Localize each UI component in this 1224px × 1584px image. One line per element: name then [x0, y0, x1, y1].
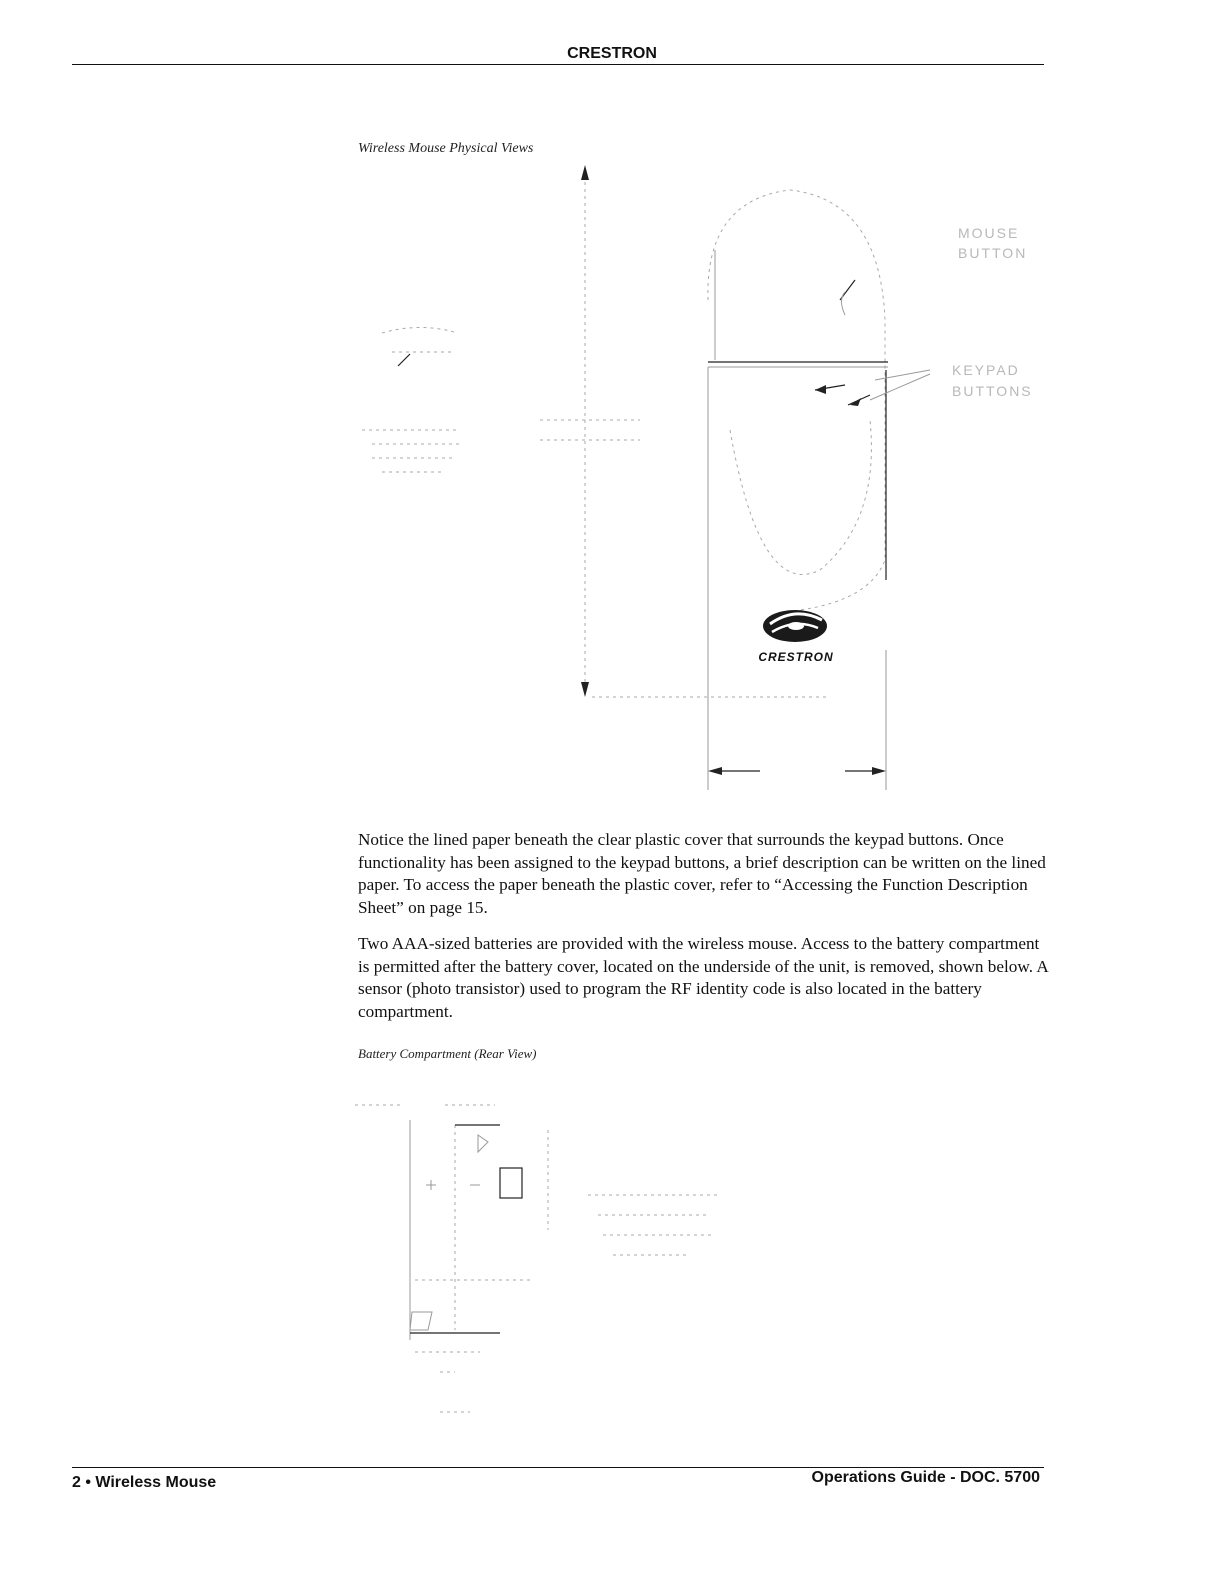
- figure-2-caption: Battery Compartment (Rear View): [358, 1046, 537, 1061]
- mouse-button-callout-line1: MOUSE: [958, 225, 1020, 241]
- paragraph-batteries: Two AAA-sized batteries are provided with the wireless mouse. Access to the battery compartment is permitted after the battery cover, located on the underside of the unit, is removed, shown below. A sensor (photo transistor) used to program the RF identity code is also located in the battery compartment.: [358, 934, 1048, 1021]
- battery-callout-ghost-text: [588, 1195, 720, 1255]
- battery-compartment-drawing: [355, 1105, 548, 1412]
- footer-page-label: 2 • Wireless Mouse: [72, 1474, 217, 1491]
- footer-rule: [72, 1467, 1044, 1468]
- footer-doc-label: Operations Guide - DOC. 5700: [811, 1469, 1040, 1486]
- keypad-buttons-callout-line2: BUTTONS: [952, 383, 1033, 399]
- page-header-title: CRESTRON: [567, 45, 657, 62]
- figure-1-caption: Wireless Mouse Physical Views: [358, 141, 534, 156]
- crestron-logo-text: CRESTRON: [758, 650, 834, 664]
- paragraph-lined-paper: Notice the lined paper beneath the clear plastic cover that surrounds the keypad buttons. Once functionality has been assigned to the keypad buttons, a brief description can be written on the lined paper. To access the paper beneath the plastic cover, refer to “Accessing the Function Description Sheet” on page 15.: [358, 830, 1046, 917]
- keypad-buttons-callout-line1: KEYPAD: [952, 362, 1020, 378]
- mouse-button-callout-line2: BUTTON: [958, 245, 1028, 261]
